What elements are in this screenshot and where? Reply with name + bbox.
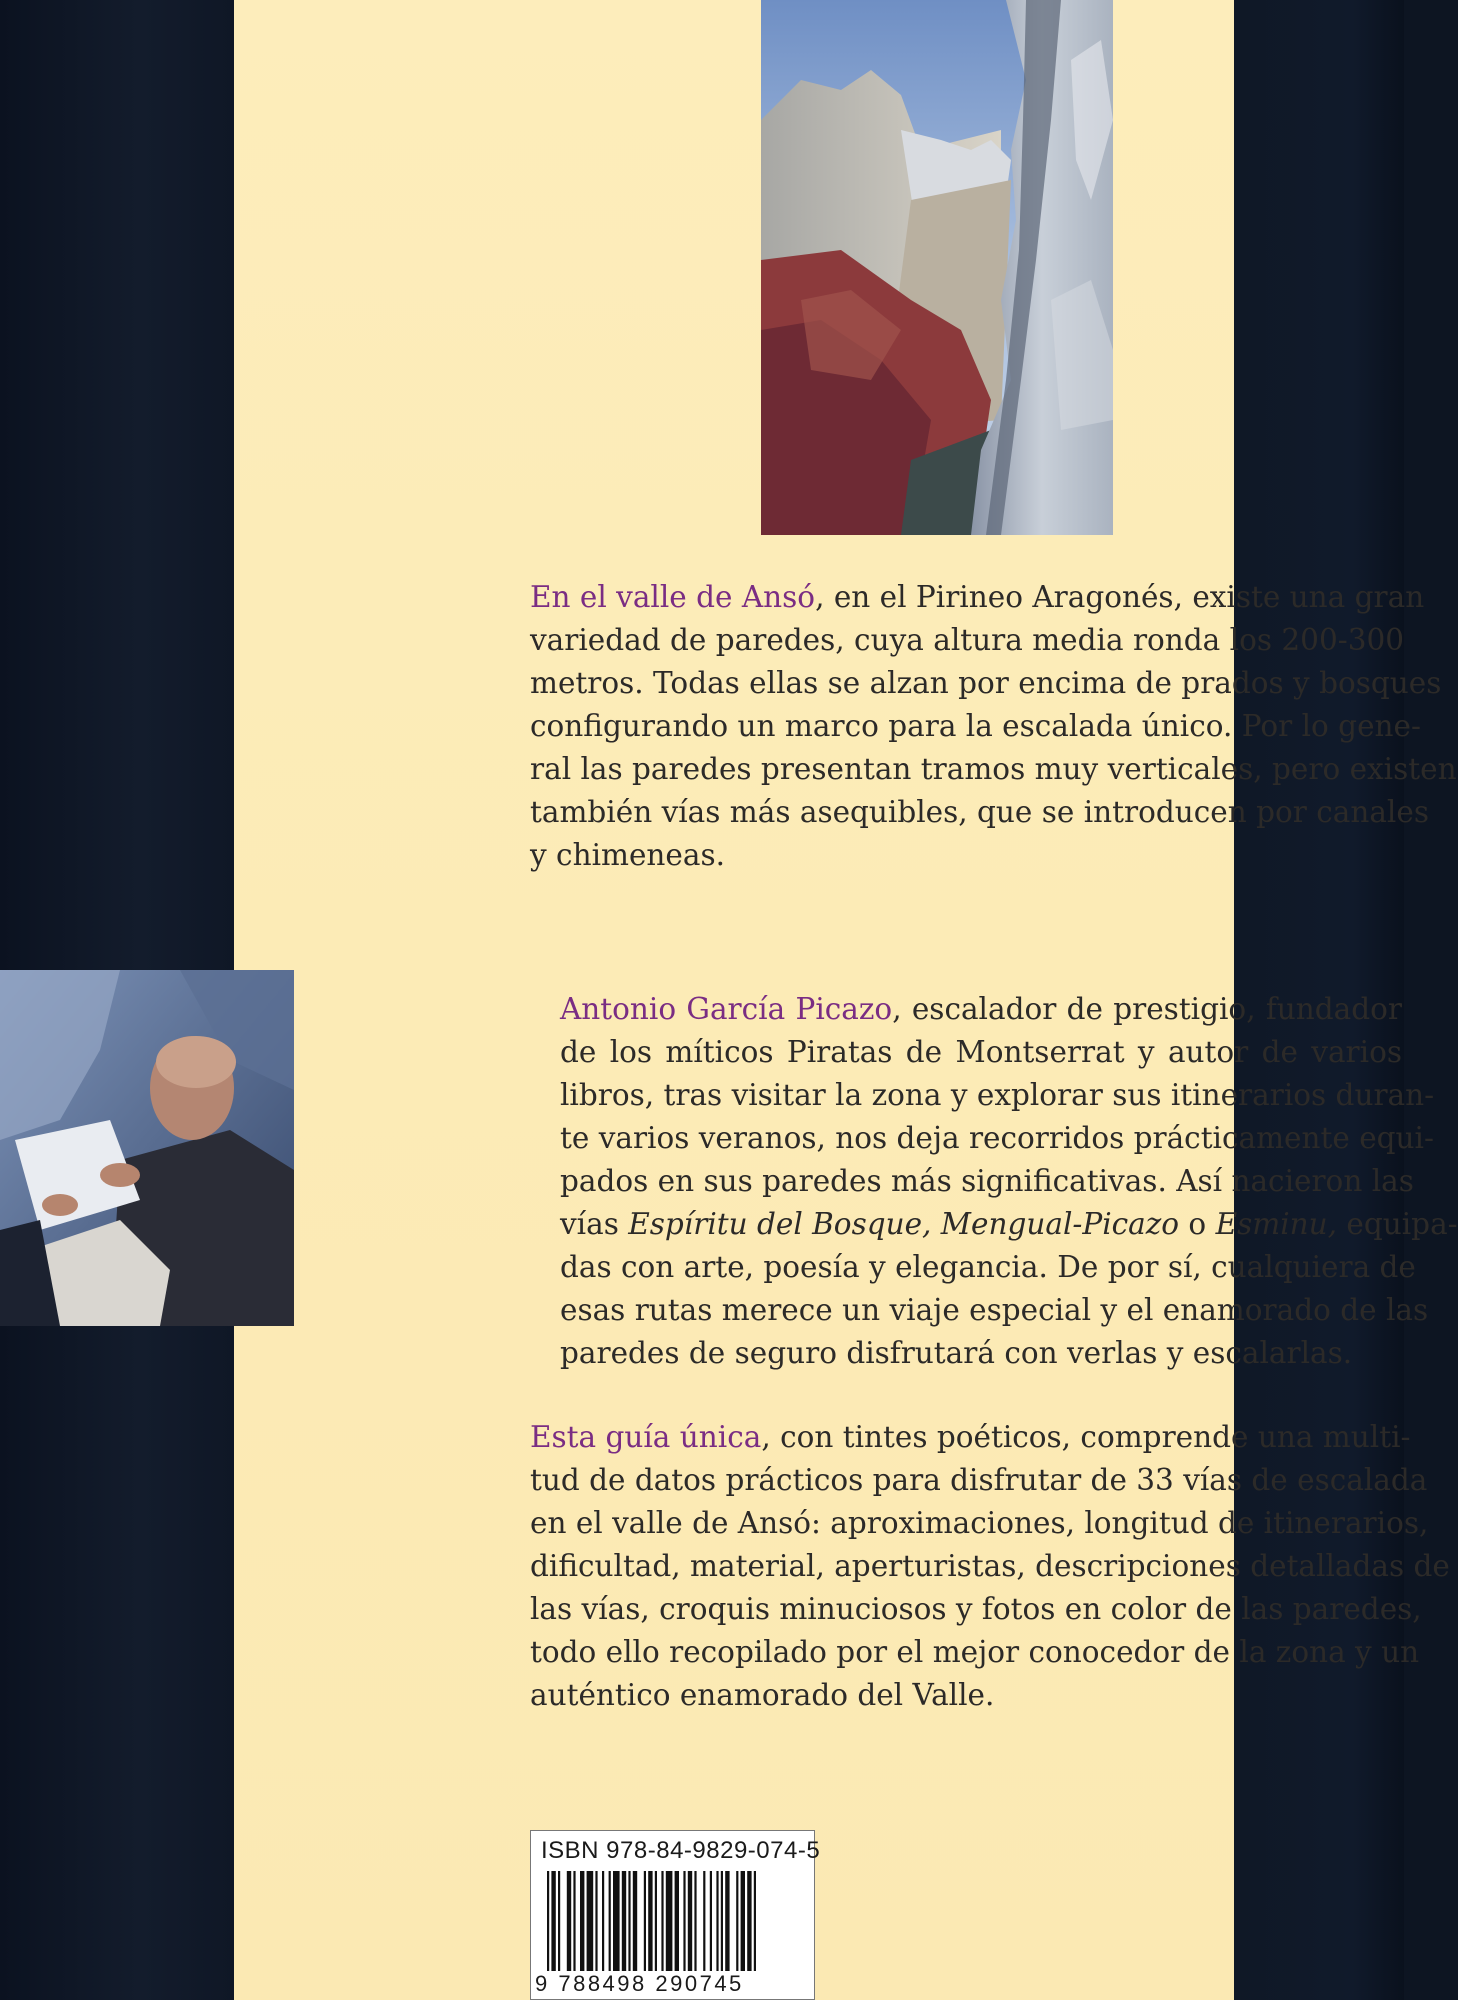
barcode-bar	[666, 1871, 673, 1971]
barcode-bar	[721, 1871, 723, 1971]
barcode-bar	[736, 1871, 738, 1971]
mountain-photo	[761, 0, 1113, 535]
lead-author: Antonio García Picazo	[560, 992, 893, 1026]
lead-valle: En el valle de Ansó	[530, 580, 816, 614]
barcode-bar	[710, 1871, 712, 1971]
p1-line-1: , en el Pirineo Aragonés, existe una gran	[815, 580, 1425, 614]
barcode-bar	[628, 1871, 630, 1971]
route-names-2: Esminu,	[1215, 1207, 1338, 1241]
p2-line-9: paredes de seguro disfrutará con verlas y escalarlas.	[560, 1336, 1353, 1370]
barcode-bar	[694, 1871, 696, 1971]
barcode-bar	[716, 1871, 718, 1971]
barcode-bar	[602, 1871, 604, 1971]
paragraph-valle	[530, 576, 1457, 877]
barcode-bar	[573, 1871, 575, 1971]
p1-line-4: configurando un marco para la escalada único. Por lo gene-	[530, 709, 1421, 743]
barcode-bars	[547, 1871, 802, 1971]
p1-line-5: ral las paredes presentan tramos muy verticales, pero existen	[530, 752, 1457, 786]
barcode-bar	[580, 1871, 584, 1971]
barcode-bar	[688, 1871, 692, 1971]
barcode-bar	[613, 1871, 620, 1971]
p3-line-6: todo ello recopilado por el mejor conocedor de la zona y un	[530, 1635, 1420, 1669]
barcode-bar	[754, 1871, 756, 1971]
isbn-barcode	[530, 1830, 821, 2000]
p2-line-6c: equipa-	[1337, 1207, 1458, 1241]
p2-line-2: de los míticos Piratas de Montserrat y autor de varios	[560, 1035, 1402, 1069]
p2-line-6b: o	[1179, 1207, 1216, 1241]
paragraph-guide	[530, 1416, 1450, 1717]
author-portrait-photo	[0, 970, 294, 1326]
p3-line-5: las vías, croquis minuciosos y fotos en color de las paredes,	[530, 1592, 1422, 1626]
barcode-digits: 9 788498 290745	[535, 1971, 744, 1996]
p2-line-8: esas rutas merece un viaje especial y el enamorado de las	[560, 1293, 1429, 1327]
barcode-bar	[655, 1871, 657, 1971]
barcode-bar	[551, 1871, 555, 1971]
barcode-bar	[703, 1871, 705, 1971]
p1-line-7: y chimeneas.	[530, 838, 725, 872]
p1-line-3: metros. Todas ellas se alzan por encima de prados y bosques	[530, 666, 1442, 700]
p2-line-4: te varios veranos, nos deja recorridos prácticamente equi-	[560, 1121, 1434, 1155]
p3-line-3: en el valle de Ansó: aproximaciones, longitud de itinerarios,	[530, 1506, 1429, 1540]
barcode-bar	[644, 1871, 646, 1971]
barcode-bar	[683, 1871, 685, 1971]
route-names-1: Espíritu del Bosque, Mengual-Picazo	[628, 1207, 1180, 1241]
p1-line-6: también vías más asequibles, que se introducen por canales	[530, 795, 1429, 829]
p2-line-6a: vías	[560, 1207, 629, 1241]
barcode-bar	[567, 1871, 571, 1971]
barcode-bar	[558, 1871, 560, 1971]
barcode-bar	[661, 1871, 663, 1971]
p3-line-2: tud de datos prácticos para disfrutar de 33 vías de escalada	[530, 1463, 1428, 1497]
barcode-bar	[609, 1871, 611, 1971]
p2-line-5: pados en sus paredes más significativas. Así nacieron las	[560, 1164, 1414, 1198]
p3-line-4: dificultad, material, aperturistas, descripciones detalladas de	[530, 1549, 1450, 1583]
barcode-bar	[725, 1871, 729, 1971]
isbn-text: ISBN 978-84-9829-074-5	[541, 1837, 821, 1864]
barcode-bar	[595, 1871, 597, 1971]
barcode-bar	[587, 1871, 594, 1971]
p3-line-7: auténtico enamorado del Valle.	[530, 1678, 995, 1712]
p2-line-7: das con arte, poesía y elegancia. De por sí, cualquiera de	[560, 1250, 1416, 1284]
back-cover-panel	[234, 0, 1458, 2000]
barcode-bar	[741, 1871, 745, 1971]
p2-line-1: , escalador de prestigio, fundador	[892, 992, 1402, 1026]
p1-line-2: variedad de paredes, cuya altura media ronda los 200-300	[530, 623, 1404, 657]
p2-line-3: libros, tras visitar la zona y explorar sus itinerarios duran-	[560, 1078, 1435, 1112]
barcode-bar	[648, 1871, 652, 1971]
barcode-bar	[675, 1871, 679, 1971]
p3-line-1: , con tintes poéticos, comprende una multi-	[761, 1420, 1411, 1454]
paragraph-author	[560, 988, 1458, 1375]
barcode-bar	[622, 1871, 626, 1971]
barcode-bar	[747, 1871, 751, 1971]
barcode-bar	[633, 1871, 637, 1971]
lead-guide: Esta guía única	[530, 1420, 762, 1454]
barcode-bar	[547, 1871, 549, 1971]
